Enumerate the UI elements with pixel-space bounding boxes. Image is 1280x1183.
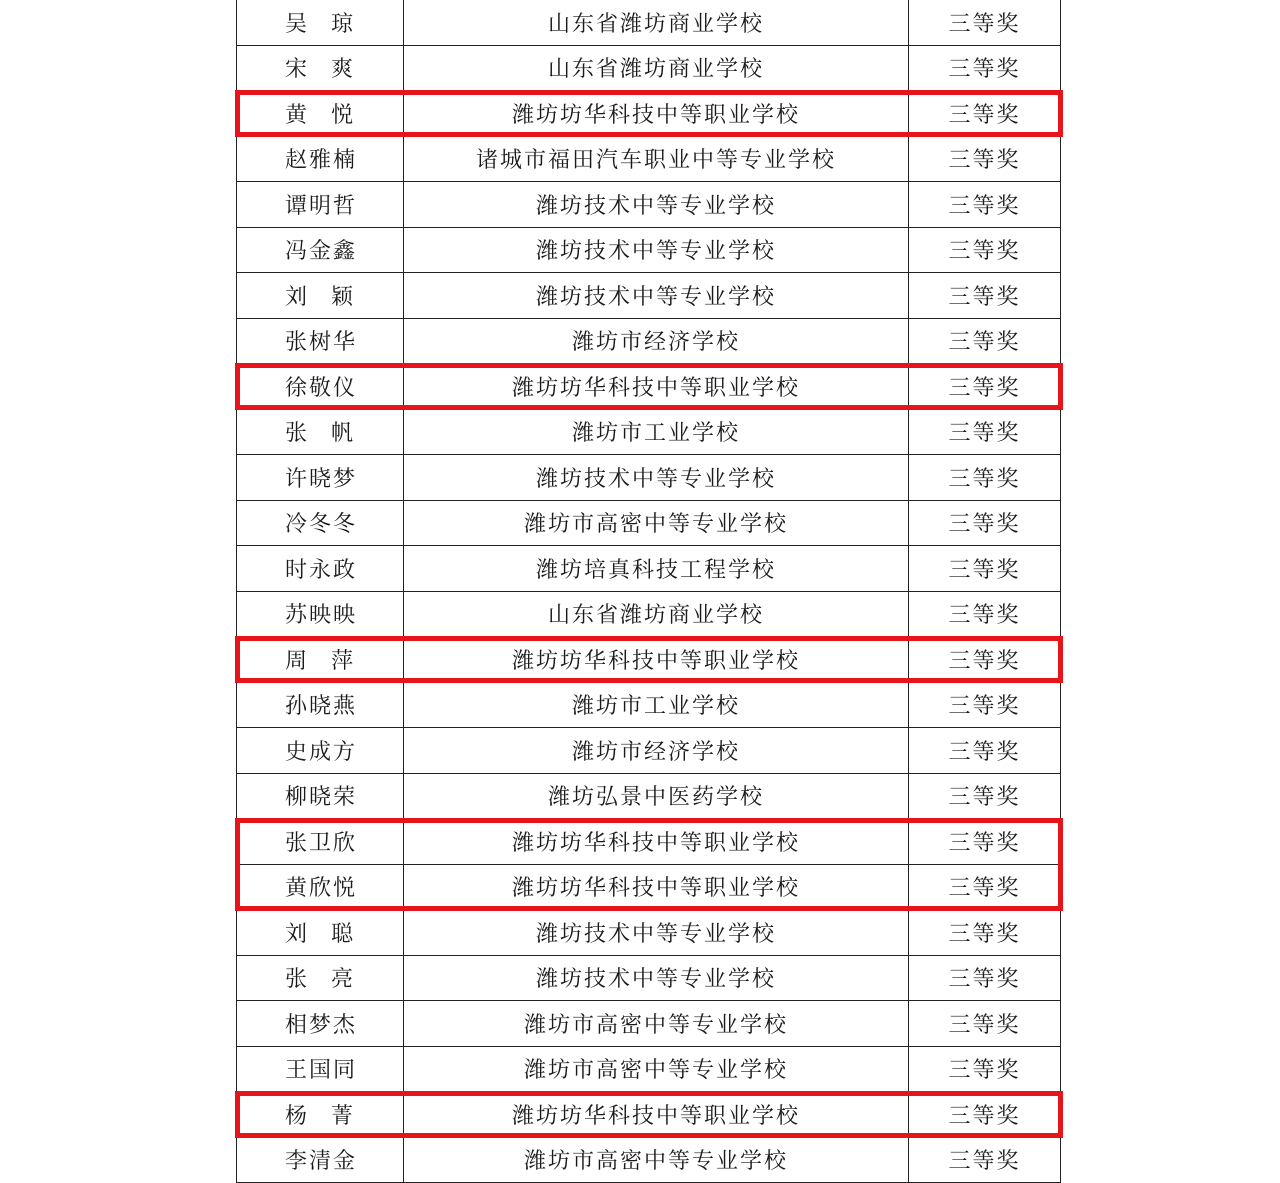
name-cell [237,728,404,774]
school-cell: 潍坊市高密中等专业学校 [404,1046,909,1092]
table-row [237,500,1061,546]
award-cell: 三等奖 [909,0,1061,45]
award-cell: 三等奖 [909,819,1061,865]
name-cell [237,1001,404,1047]
school-cell: 山东省潍坊商业学校 [404,0,909,45]
school-cell: 潍坊市经济学校 [404,728,909,774]
awards-table [236,0,1061,1183]
name-cell [237,910,404,956]
table-row [237,546,1061,592]
recipient-name: 黄欣悦 [285,876,358,902]
table-row [237,637,1061,683]
table-row [237,773,1061,819]
school-cell: 潍坊市高密中等专业学校 [404,500,909,546]
award-cell: 三等奖 [909,955,1061,1001]
name-cell [237,682,404,728]
name-cell [237,182,404,228]
table-row [237,91,1061,137]
school-cell: 潍坊市工业学校 [404,682,909,728]
recipient-name: 张 亮 [285,967,355,993]
school-cell: 潍坊技术中等专业学校 [404,273,909,319]
award-cell: 三等奖 [909,682,1061,728]
recipient-name: 冷冬冬 [285,512,358,538]
recipient-name: 苏映映 [285,603,358,629]
school-cell: 山东省潍坊商业学校 [404,591,909,637]
award-cell: 三等奖 [909,273,1061,319]
table-row [237,910,1061,956]
school-cell: 潍坊弘景中医药学校 [404,773,909,819]
table-row [237,1137,1061,1183]
award-cell: 三等奖 [909,546,1061,592]
school-cell: 潍坊技术中等专业学校 [404,182,909,228]
table-row [237,455,1061,501]
award-cell: 三等奖 [909,500,1061,546]
award-cell: 三等奖 [909,45,1061,91]
recipient-name: 张卫欣 [285,830,358,856]
recipient-name: 吴 琼 [285,11,355,37]
recipient-name: 王国同 [285,1058,358,1084]
table-row [237,864,1061,910]
name-cell [237,773,404,819]
award-cell: 三等奖 [909,1001,1061,1047]
name-cell [237,227,404,273]
school-cell: 潍坊坊华科技中等职业学校 [404,91,909,137]
award-cell: 三等奖 [909,637,1061,683]
award-cell: 三等奖 [909,91,1061,137]
award-cell: 三等奖 [909,455,1061,501]
table-row [237,955,1061,1001]
name-cell [237,819,404,865]
recipient-name: 史成方 [285,739,358,765]
recipient-name: 宋 爽 [285,57,355,83]
award-cell: 三等奖 [909,1137,1061,1183]
name-cell [237,45,404,91]
award-cell: 三等奖 [909,910,1061,956]
recipient-name: 冯金鑫 [285,239,358,265]
table-row [237,728,1061,774]
name-cell [237,318,404,364]
table-row [237,227,1061,273]
recipient-name: 徐敬仪 [285,375,358,401]
recipient-name: 刘 聪 [285,921,355,947]
school-cell: 潍坊技术中等专业学校 [404,910,909,956]
table-row [237,136,1061,182]
recipient-name: 黄 悦 [285,102,355,128]
recipient-name: 时永政 [285,557,358,583]
recipient-name: 赵雅楠 [285,148,358,174]
school-cell: 潍坊市高密中等专业学校 [404,1137,909,1183]
name-cell [237,364,404,410]
recipient-name: 张 帆 [285,421,355,447]
table-row [237,1092,1061,1138]
recipient-name: 杨 菁 [285,1103,355,1129]
school-cell: 潍坊技术中等专业学校 [404,227,909,273]
school-cell: 潍坊坊华科技中等职业学校 [404,364,909,410]
table-row [237,45,1061,91]
name-cell [237,91,404,137]
name-cell [237,500,404,546]
table-row [237,318,1061,364]
school-cell: 山东省潍坊商业学校 [404,45,909,91]
recipient-name: 相梦杰 [285,1012,358,1038]
school-cell: 潍坊市经济学校 [404,318,909,364]
award-cell: 三等奖 [909,591,1061,637]
school-cell: 潍坊坊华科技中等职业学校 [404,864,909,910]
award-cell: 三等奖 [909,1046,1061,1092]
table-row [237,182,1061,228]
award-cell: 三等奖 [909,136,1061,182]
award-cell: 三等奖 [909,318,1061,364]
award-cell: 三等奖 [909,1092,1061,1138]
school-cell: 潍坊市高密中等专业学校 [404,1001,909,1047]
name-cell [237,864,404,910]
recipient-name: 李清金 [285,1149,358,1175]
recipient-name: 柳晓荣 [285,785,358,811]
award-cell: 三等奖 [909,409,1061,455]
table-row [237,1046,1061,1092]
school-cell: 潍坊市工业学校 [404,409,909,455]
recipient-name: 许晓梦 [285,466,358,492]
school-cell: 诸城市福田汽车职业中等专业学校 [404,136,909,182]
table-row [237,364,1061,410]
name-cell [237,273,404,319]
name-cell [237,1046,404,1092]
award-cell: 三等奖 [909,182,1061,228]
school-cell: 潍坊技术中等专业学校 [404,455,909,501]
table-row [237,0,1061,45]
table-row [237,409,1061,455]
name-cell [237,0,404,45]
name-cell [237,455,404,501]
recipient-name: 周 萍 [285,648,355,674]
school-cell: 潍坊坊华科技中等职业学校 [404,637,909,683]
school-cell: 潍坊坊华科技中等职业学校 [404,1092,909,1138]
award-cell: 三等奖 [909,364,1061,410]
school-cell: 潍坊坊华科技中等职业学校 [404,819,909,865]
name-cell [237,409,404,455]
award-cell: 三等奖 [909,728,1061,774]
table-row [237,1001,1061,1047]
recipient-name: 谭明哲 [285,193,358,219]
table-row [237,819,1061,865]
award-cell: 三等奖 [909,864,1061,910]
school-cell: 潍坊培真科技工程学校 [404,546,909,592]
name-cell [237,591,404,637]
awards-table-body [237,0,1061,1183]
table-row [237,273,1061,319]
recipient-name: 刘 颖 [285,284,355,310]
award-cell: 三等奖 [909,773,1061,819]
award-cell: 三等奖 [909,227,1061,273]
school-cell: 潍坊技术中等专业学校 [404,955,909,1001]
name-cell [237,955,404,1001]
recipient-name: 孙晓燕 [285,694,358,720]
recipient-name: 张树华 [285,330,358,356]
name-cell [237,546,404,592]
table-row [237,682,1061,728]
name-cell [237,637,404,683]
name-cell [237,1137,404,1183]
name-cell [237,1092,404,1138]
name-cell [237,136,404,182]
table-row [237,591,1061,637]
